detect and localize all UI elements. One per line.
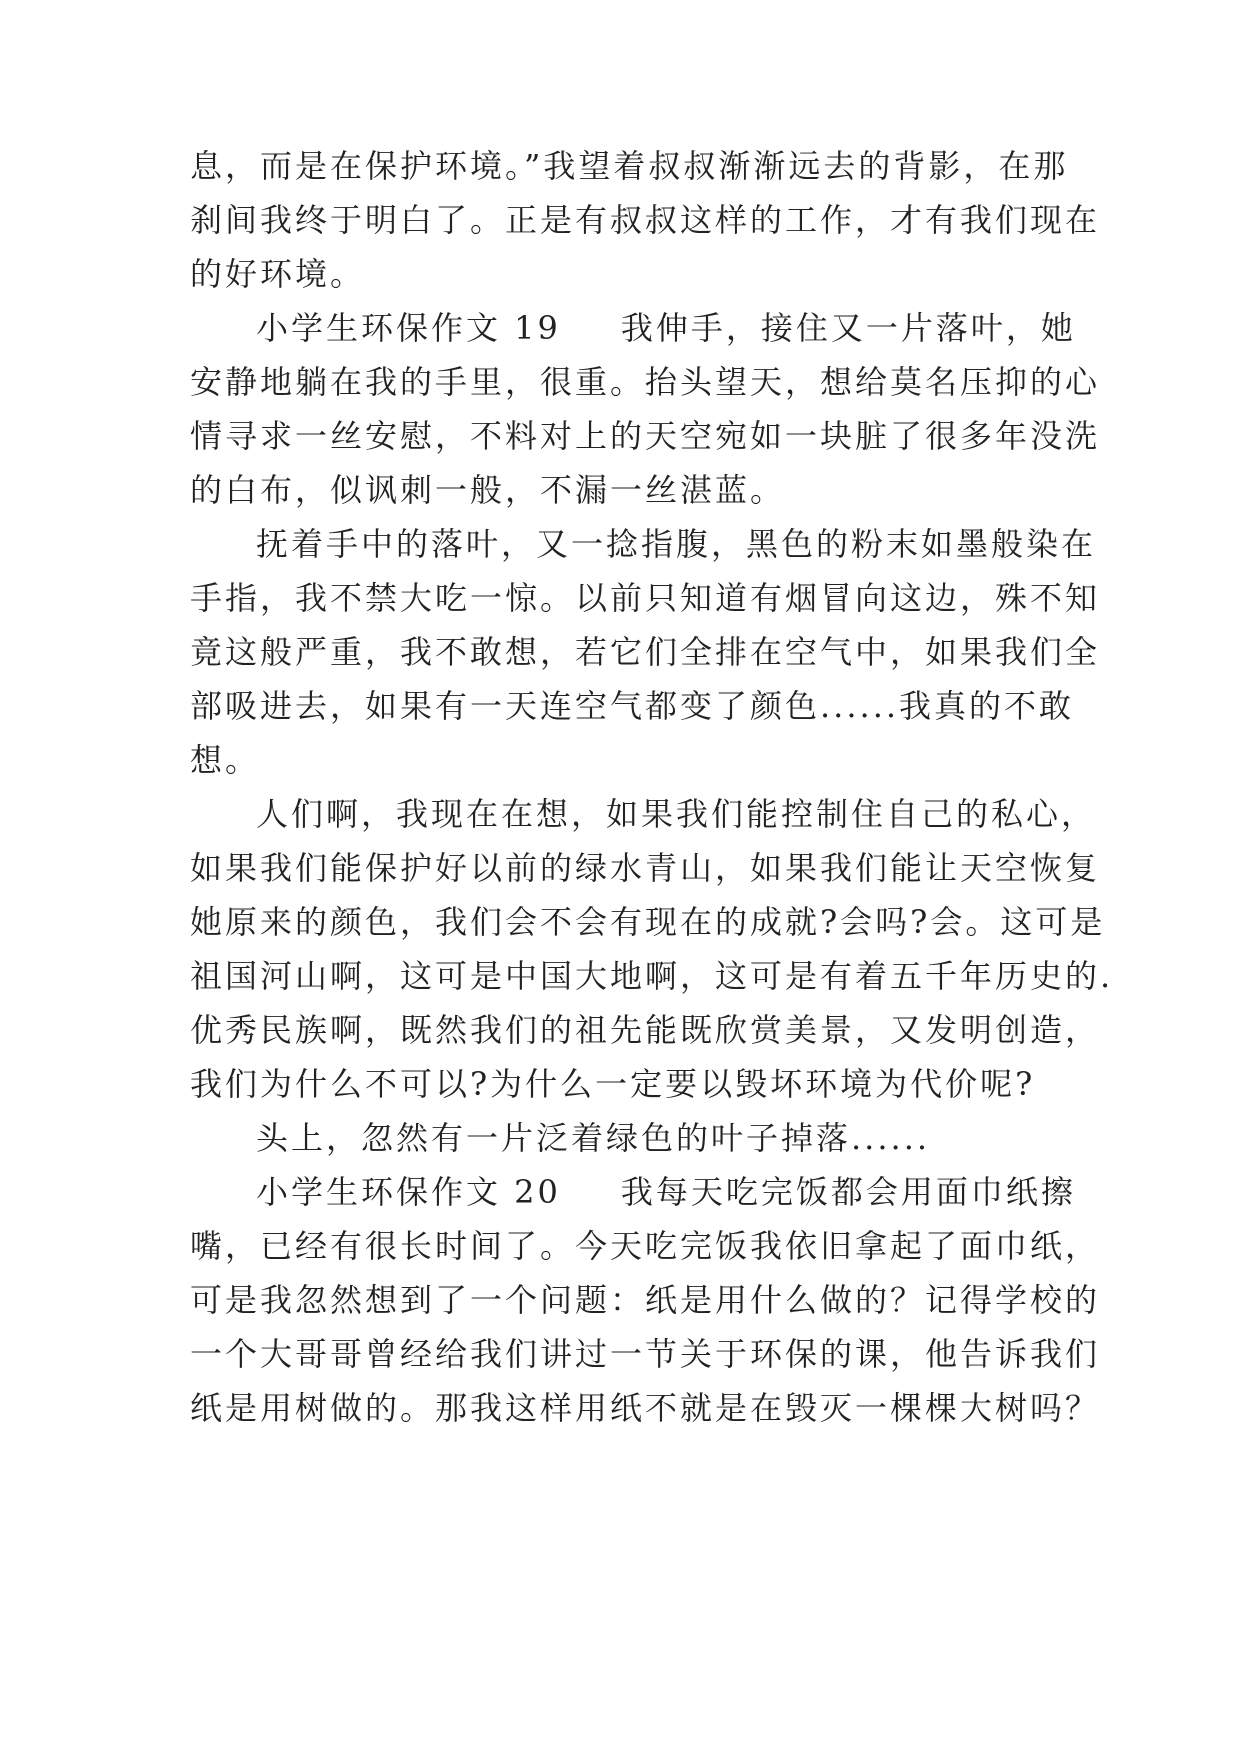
- text-line: 我们为什么不可以?为什么一定要以毁坏环境为代价呢?: [190, 1065, 1036, 1103]
- essay-heading: 小学生环保作文 20: [256, 1173, 561, 1211]
- paragraph-first-line: 抚着手中的落叶，又一捻指腹，黑色的粉末如墨般染在: [256, 525, 1097, 563]
- text-line: 优秀民族啊，既然我们的祖先能既欣赏美景，又发明创造，: [190, 1011, 1101, 1049]
- essay-heading-line: [256, 308, 1126, 348]
- text-line: 可是我忽然想到了一个问题：纸是用什么做的？记得学校的: [190, 1281, 1101, 1319]
- paragraph-start: 我伸手，接住又一片落叶，她: [620, 309, 1076, 347]
- text-line: 纸是用树做的。那我这样用纸不就是在毁灭一棵棵大树吗？: [190, 1389, 1101, 1427]
- text-line: 情寻求一丝安慰，不料对上的天空宛如一块脏了很多年没洗: [190, 417, 1101, 455]
- text-line: 竟这般严重，我不敢想，若它们全排在空气中，如果我们全: [190, 633, 1101, 671]
- text-line: 息，而是在保护环境。”我望着叔叔渐渐远去的背影，在那: [190, 147, 1069, 185]
- text-line: 刹间我终于明白了。正是有叔叔这样的工作，才有我们现在: [190, 201, 1101, 239]
- essay-heading: 小学生环保作文 19: [256, 309, 561, 347]
- text-line: 如果我们能保护好以前的绿水青山，如果我们能让天空恢复: [190, 849, 1101, 887]
- text-line: 安静地躺在我的手里，很重。抬头望天，想给莫名压抑的心: [190, 363, 1101, 401]
- text-line: 部吸进去，如果有一天连空气都变了颜色......我真的不敢: [190, 687, 1075, 725]
- text-line: 一个大哥哥曾经给我们讲过一节关于环保的课，他告诉我们: [190, 1335, 1101, 1373]
- text-line: 嘴，已经有很长时间了。今天吃完饭我依旧拿起了面巾纸，: [190, 1227, 1101, 1265]
- essay-heading-line: [256, 1172, 1126, 1212]
- text-line: 祖国河山啊，这可是中国大地啊，这可是有着五千年历史的.: [190, 957, 1114, 995]
- text-line: 的白布，似讽刺一般，不漏一丝湛蓝。: [190, 471, 786, 509]
- text-line: 她原来的颜色，我们会不会有现在的成就?会吗?会。这可是: [190, 903, 1106, 941]
- paragraph-first-line: 头上，忽然有一片泛着绿色的叶子掉落......: [256, 1119, 931, 1157]
- paragraph-start: 我每天吃完饭都会用面巾纸擦: [620, 1173, 1076, 1211]
- text-line: 的好环境。: [190, 255, 366, 293]
- paragraph-first-line: 人们啊，我现在在想，如果我们能控制住自己的私心，: [256, 795, 1097, 833]
- text-line: 手指，我不禁大吃一惊。以前只知道有烟冒向这边，殊不知: [190, 579, 1101, 617]
- text-line: 想。: [190, 741, 261, 779]
